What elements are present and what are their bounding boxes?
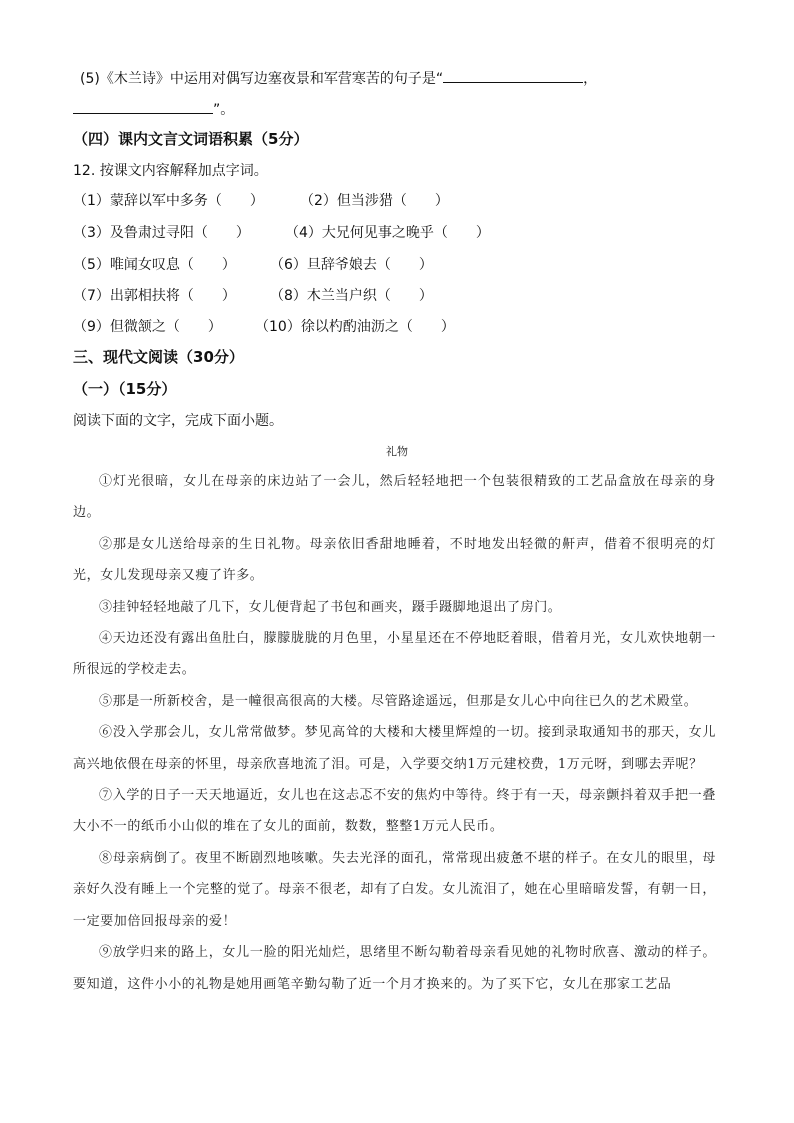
- question-5-line1: [80, 68, 597, 88]
- question-12-prompt: 12. 按课文内容解释加点字词。: [73, 163, 268, 179]
- part-1-title: （一）（15分）: [73, 380, 177, 398]
- q12-item-9: （9）但微颔之（ ）: [73, 319, 222, 335]
- passage-title: 礼物: [386, 445, 408, 458]
- section-4-title: （四）课内文言文词语积累（5分）: [73, 130, 309, 148]
- paragraph-5: ⑤那是一所新校舍，是一幢很高很高的大楼。尽管路途遥远，但那是女儿心中向往已久的艺术殿堂。: [99, 693, 698, 709]
- paragraph-9: ⑨放学归来的路上，女儿一脸的阳光灿烂，思绪里不断勾勒着母亲看见她的礼物时欣喜、激动的样子。要知道，这件小小的礼物是她用画笔辛勤勾勒了近一个月才换来的。为了买下它，女儿在那家工艺品: [73, 945, 716, 992]
- answer-blank-2[interactable]: [73, 99, 213, 114]
- paragraph-1: ①灯光很暗，女儿在母亲的床边站了一会儿，然后轻轻地把一个包装很精致的工艺品盒放在母亲的身边。: [73, 474, 716, 521]
- question-5-line2: [73, 99, 234, 119]
- q12-item-10: （10）徐以杓酌油沥之（ ）: [255, 319, 455, 335]
- paragraph-7: ⑦入学的日子一天天地逼近，女儿也在这忐忑不安的焦灼中等待。终于有一天，母亲颤抖着双手把一叠大小不一的纸币小山似的堆在了女儿的面前，数数，整整1万元人民币。: [73, 788, 716, 835]
- section-3-title: 三、现代文阅读（30分）: [73, 348, 244, 366]
- q12-item-7: （7）出郭相扶将（ ）: [73, 288, 236, 304]
- question-5-end: ”。: [213, 102, 235, 118]
- answer-blank-1[interactable]: [443, 68, 583, 83]
- q12-item-2: （2）但当涉猎（ ）: [300, 193, 449, 209]
- q12-item-4: （4）大兄何见事之晚乎（ ）: [285, 225, 490, 241]
- paragraph-2: ②那是女儿送给母亲的生日礼物。母亲依旧香甜地睡着，不时地发出轻微的鼾声，借着不很明亮的灯光，女儿发现母亲又瘦了许多。: [73, 536, 716, 584]
- q12-item-5: （5）唯闻女叹息（ ）: [73, 257, 236, 273]
- paragraph-3: ③挂钟轻轻地敲了几下，女儿便背起了书包和画夹，蹑手蹑脚地退出了房门。: [99, 599, 562, 615]
- q12-item-6: （6）旦辞爷娘去（ ）: [270, 257, 433, 273]
- paragraph-4: ④天边还没有露出鱼肚白，朦朦胧胧的月色里，小星星还在不停地眨着眼，借着月光，女儿欢快地朝一所很远的学校走去。: [73, 631, 716, 678]
- paragraph-8: ⑧母亲病倒了。夜里不断剧烈地咳嗽。失去光泽的面孔，常常现出疲惫不堪的样子。在女儿的眼里，母亲好久没有睡上一个完整的觉了。母亲不很老，却有了白发。女儿流泪了，她在心里暗暗发誓，有朝一日，一定要加倍回报母亲的爱！: [73, 850, 716, 929]
- q12-item-1: （1）蒙辞以军中多务（ ）: [73, 193, 264, 209]
- question-5-comma: ，: [583, 71, 598, 87]
- question-5-text: (5)《木兰诗》中运用对偶写边塞夜景和军营寒苦的句子是“: [80, 71, 444, 87]
- q12-item-8: （8）木兰当户织（ ）: [270, 288, 433, 304]
- paragraph-6: ⑥没入学那会儿，女儿常常做梦。梦见高耸的大楼和大楼里辉煌的一切。接到录取通知书的那天，女儿高兴地依偎在母亲的怀里，母亲欣喜地流了泪。可是，入学要交纳1万元建校费，1万元呀，到哪去弄呢？: [73, 725, 716, 772]
- q12-item-3: （3）及鲁肃过寻阳（ ）: [73, 225, 250, 241]
- passage-body: [73, 466, 716, 1000]
- reading-instruction: 阅读下面的文字，完成下面小题。: [73, 413, 283, 429]
